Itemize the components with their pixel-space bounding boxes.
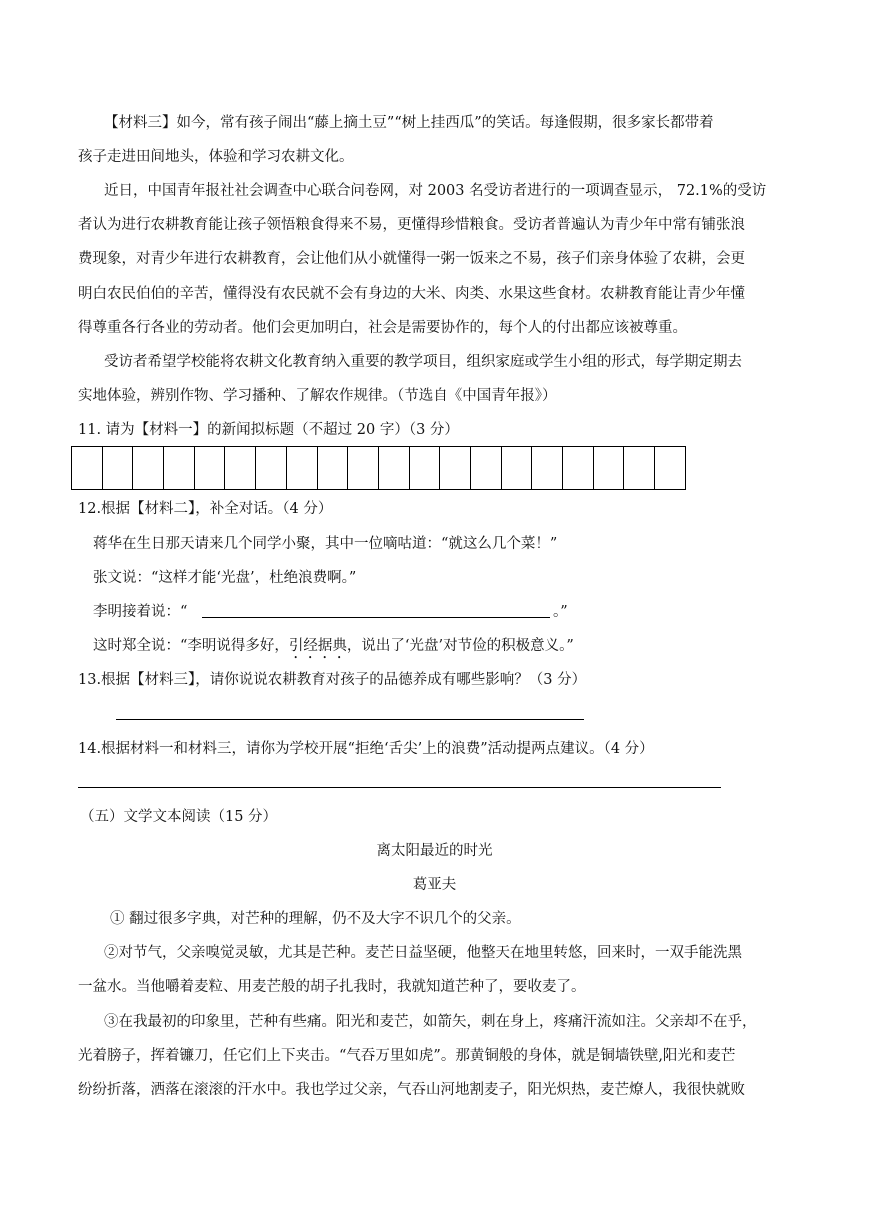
title-grid-cell[interactable] <box>318 447 349 489</box>
title-grid-cell[interactable] <box>164 447 195 489</box>
title-grid-cell[interactable] <box>287 447 318 489</box>
material3-p1-line1: 【材料三】如今，常有孩子闹出“藤上摘土豆”“树上挂西瓜”的笑话。每逢假期，很多家长都带着 <box>104 115 714 131</box>
title-grid-cell[interactable] <box>502 447 533 489</box>
title-grid-cell[interactable] <box>624 447 655 489</box>
title-grid-cell[interactable] <box>256 447 287 489</box>
title-answer-grid[interactable] <box>71 446 686 490</box>
title-grid-cell[interactable] <box>348 447 379 489</box>
story-para-2-line2: 一盆水。当他嚼着麦粒、用麦芒般的胡子扎我时，我就知道芒种了，要收麦了。 <box>78 979 586 995</box>
dialogue-line-4-before: 这时郑全说：“李明说得多好， <box>93 638 289 654</box>
title-grid-cell[interactable] <box>655 447 686 489</box>
material3-p2-line2: 者认为进行农耕教育能让孩子领悟粮食得来不易，更懂得珍惜粮食。受访者普遍认为青少年中常有铺张浪 <box>78 217 745 233</box>
material3-p1-line2: 孩子走进田间地头，体验和学习农耕文化。 <box>78 149 354 165</box>
title-grid-cell[interactable] <box>440 447 471 489</box>
dialogue-line-2: 张文说：“这样才能‘光盘’，杜绝浪费啊。” <box>93 570 357 586</box>
story-title: 离太阳最近的时光 <box>376 843 493 859</box>
story-para-2-line1: ②对节气，父亲嗅觉灵敏，尤其是芒种。麦芒日益坚硬，他整天在地里转悠，回来时，一双手能洗黑 <box>104 945 742 961</box>
title-grid-cell[interactable] <box>379 447 410 489</box>
dialogue-line-4-after: ，说出了‘光盘’对节俭的积极意义。” <box>346 638 574 654</box>
question-11: 11. 请为【材料一】的新闻拟标题（不超过 20 字）（3 分） <box>78 422 459 438</box>
question-12: 12.根据【材料二】，补全对话。（4 分） <box>78 501 333 517</box>
question-13: 13.根据【材料三】，请你说说农耕教育对孩子的品德养成有哪些影响？（3 分） <box>78 672 587 688</box>
dialogue-line-1: 蒋华在生日那天请来几个同学小聚，其中一位嘀咕道：“就这么几个菜！” <box>93 536 558 552</box>
emphasized-phrase: 引经据典 <box>288 638 347 654</box>
title-grid-cell[interactable] <box>72 447 103 489</box>
dialogue-answer-line[interactable] <box>202 617 550 618</box>
story-para-3-line1: ③在我最初的印象里，芒种有些痛。阳光和麦芒，如箭矢，刺在身上，疼痛汗流如注。父亲却不在乎， <box>104 1014 757 1030</box>
story-para-3-line2: 光着膀子，挥着镰刀，任它们上下夹击。“气吞万里如虎”。那黄铜般的身体，就是铜墙铁壁,阳光和麦芒 <box>78 1048 736 1064</box>
title-grid-cell[interactable] <box>195 447 226 489</box>
title-grid-cell[interactable] <box>133 447 164 489</box>
story-author: 葛亚夫 <box>412 877 457 893</box>
title-grid-cell[interactable] <box>103 447 134 489</box>
q13-answer-line[interactable] <box>116 719 584 720</box>
title-grid-cell[interactable] <box>563 447 594 489</box>
dialogue-line-3-prefix: 李明接着说：“ <box>93 604 188 620</box>
title-grid-cell[interactable] <box>532 447 563 489</box>
material3-p2-line5: 得尊重各行各业的劳动者。他们会更加明白，社会是需要协作的，每个人的付出都应该被尊重。 <box>78 320 687 336</box>
material3-p3-line2: 实地体验，辨别作物、学习播种、了解农作规律。（节选自《中国青年报》） <box>78 388 557 404</box>
dialogue-line-4 <box>93 636 574 662</box>
title-grid-cell[interactable] <box>471 447 502 489</box>
q14-answer-line[interactable] <box>78 787 721 788</box>
title-grid-cell[interactable] <box>225 447 256 489</box>
material3-p2-line3: 费现象，对青少年进行农耕教育，会让他们从小就懂得一粥一饭来之不易，孩子们亲身体验了农耕，会更 <box>78 251 745 267</box>
section5-header: （五）文学文本阅读（15 分） <box>80 809 278 825</box>
material3-p3-line1: 受访者希望学校能将农耕文化教育纳入重要的教学项目，组织家庭或学生小组的形式，每学期定期去 <box>104 354 742 370</box>
dialogue-line-3-suffix: 。” <box>553 604 568 620</box>
title-grid-cell[interactable] <box>410 447 441 489</box>
story-para-3-line3: 纷纷折落，洒落在滚滚的汗水中。我也学过父亲，气吞山河地割麦子，阳光炽热，麦芒燎人，我很快就败 <box>78 1082 745 1098</box>
title-grid-cell[interactable] <box>594 447 625 489</box>
material3-p2-line4: 明白农民伯伯的辛苦，懂得没有农民就不会有身边的大米、肉类、水果这些食材。农耕教育能让青少年懂 <box>78 286 745 302</box>
material3-p2-line1: 近日，中国青年报社社会调查中心联合问卷网，对 2003 名受访者进行的一项调查显示， 72.1%的受访 <box>104 183 767 199</box>
question-14: 14.根据材料一和材料三，请你为学校开展“拒绝‘舌尖’上的浪费”活动提两点建议。（4 分） <box>78 741 654 757</box>
story-para-1: ① 翻过很多字典，对芒种的理解，仍不及大字不识几个的父亲。 <box>110 911 521 927</box>
